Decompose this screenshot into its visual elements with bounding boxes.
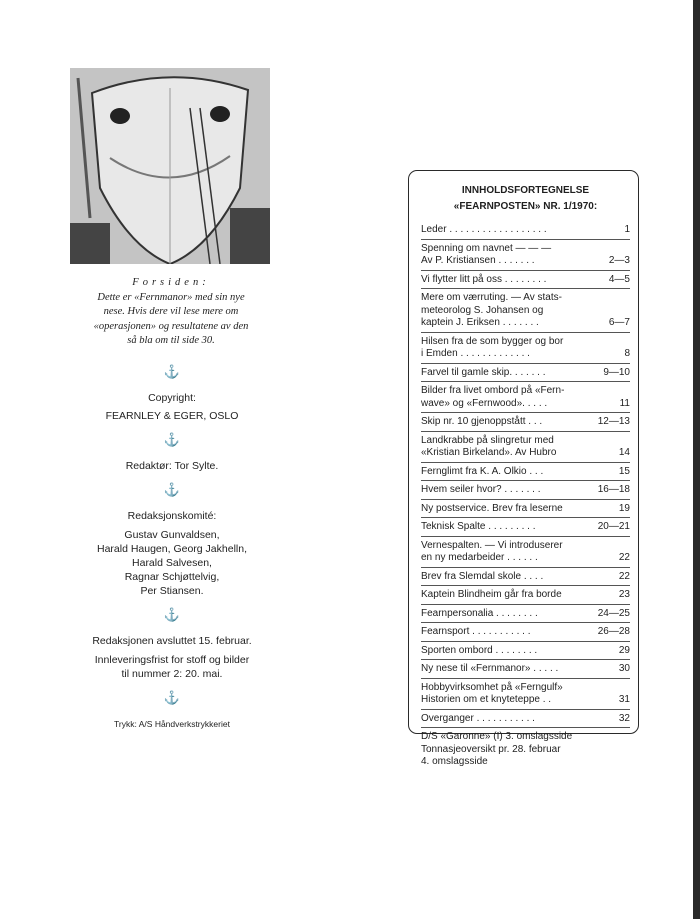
table-of-contents xyxy=(408,170,639,767)
toc-entry xyxy=(421,221,630,240)
toc-entry-page: 24—25 xyxy=(597,607,630,619)
toc-entry-title: Ny nese til «Fernmanor» . . . . . xyxy=(421,663,559,674)
caption-line: «operasjonen» og resultatene av den xyxy=(93,320,249,332)
toc-entry-title: D/S «Garonne» (I) 3. omslagsside Tonnasjeoversikt pr. 28. februar 4. omslagsside xyxy=(421,731,573,767)
toc-entry-page: 23 xyxy=(618,589,630,600)
cover-caption xyxy=(55,276,287,349)
toc-entry-title: Spenning om navnet — — — Av P. Kristiansen . . . . . . . xyxy=(421,242,552,266)
deadline-line: Innleveringsfrist for stoff og bilder xyxy=(94,654,250,666)
toc-entry-title: Teknisk Spalte . . . . . . . . . xyxy=(421,521,536,532)
toc-entry-title: Skip nr. 10 gjenoppstått . . . xyxy=(421,416,543,427)
toc-entry-page: 31 xyxy=(618,694,630,705)
toc-entry xyxy=(421,382,630,413)
toc-entry xyxy=(421,710,630,729)
masthead xyxy=(60,355,284,731)
committee-member: Harald Haugen, Georg Jakhelln, xyxy=(96,543,247,555)
committee-label: Redaksjonskomité: xyxy=(127,510,217,522)
anchor-icon: ⚓ xyxy=(163,690,181,705)
toc-entry-title: Brev fra Slemdal skole . . . . xyxy=(421,570,544,582)
toc-entry-page: 29 xyxy=(618,644,630,656)
committee-member: Ragnar Schjøttelvig, xyxy=(124,571,220,583)
anchor-icon: ⚓ xyxy=(163,482,181,497)
toc-entry xyxy=(421,481,630,500)
editor-line: Redaktør: Tor Sylte. xyxy=(125,460,219,472)
toc-entry-title: Kaptein Blindheim går fra borde xyxy=(421,589,562,600)
toc-entry xyxy=(421,623,630,642)
toc-entry xyxy=(421,271,630,290)
caption-line: nese. Hvis dere vil lese mere om xyxy=(103,306,239,317)
anchor-icon: ⚓ xyxy=(163,607,181,622)
toc-entry-page: 12—13 xyxy=(597,416,630,427)
toc-entry-title: Fernglimt fra K. A. Olkio . . . xyxy=(421,465,544,477)
toc-entry-page: 22 xyxy=(618,570,630,582)
printer-line: Trykk: A/S Håndverkstrykkeriet xyxy=(114,719,230,729)
toc-entry-page: 1 xyxy=(624,224,630,235)
cover-photo xyxy=(70,68,270,264)
toc-entry xyxy=(421,518,630,537)
toc-entry xyxy=(421,568,630,587)
toc-entry xyxy=(421,728,630,771)
caption-line: Dette er «Fernmanor» med sin nye xyxy=(97,291,245,303)
toc-list xyxy=(421,221,630,771)
toc-entry-title: Fearnsport . . . . . . . . . . . xyxy=(421,626,531,637)
committee-member: Gustav Gunvaldsen, xyxy=(124,529,220,541)
toc-entry-page: 26—28 xyxy=(597,626,630,637)
toc-entry-title: Fearnpersonalia . . . . . . . . xyxy=(421,607,538,619)
toc-entry-title: Mere om værruting. — Av stats- meteorolog S. Johansen og kaptein J. Eriksen . . . . . . . xyxy=(421,292,562,328)
toc-entry-title: Hvem seiler hvor? . . . . . . . xyxy=(421,484,541,495)
toc-entry-title: Bilder fra livet ombord på «Fern- wave» og «Fernwood». . . . . xyxy=(421,385,565,409)
toc-entry-page: 20—21 xyxy=(597,521,630,532)
toc-entry-page: 30 xyxy=(618,663,630,674)
toc-entry-page: 6—7 xyxy=(608,317,630,328)
deadline-line: til nummer 2: 20. mai. xyxy=(121,668,223,680)
caption-line: så bla om til side 30. xyxy=(127,335,215,346)
toc-entry-title: Farvel til gamle skip. . . . . . . xyxy=(421,366,546,378)
toc-entry-page: 4—5 xyxy=(608,273,630,285)
toc-entry-page: 22 xyxy=(618,552,630,563)
toc-entry xyxy=(421,333,630,364)
closed-note: Redaksjonen avsluttet 15. februar. xyxy=(92,635,252,647)
toc-entry xyxy=(421,679,630,710)
toc-title: INNHOLDSFORTEGNELSE xyxy=(461,185,590,196)
toc-entry-page: 32 xyxy=(618,712,630,724)
caption-heading: Forsiden: xyxy=(132,277,210,288)
toc-entry xyxy=(421,500,630,519)
toc-entry-page: 15 xyxy=(618,465,630,477)
toc-entry-title: Hilsen fra de som bygger og bor i Emden . . . . . . . . . . . . . xyxy=(421,335,564,359)
toc-entry xyxy=(421,240,630,271)
toc-entry-page: 2—3 xyxy=(608,255,630,266)
toc-entry xyxy=(421,432,630,463)
toc-entry-title: Sporten ombord . . . . . . . . xyxy=(421,644,538,656)
toc-entry-title: Ny postservice. Brev fra leserne xyxy=(421,502,563,514)
toc-entry-title: Hobbyvirksomhet på «Ferngulf» Historien om et knyteteppe . . xyxy=(421,681,563,705)
committee-member: Per Stiansen. xyxy=(140,585,204,597)
toc-entry-page: 9—10 xyxy=(603,366,630,378)
page-edge xyxy=(693,0,700,919)
toc-entry xyxy=(421,289,630,333)
toc-entry xyxy=(421,586,630,605)
toc-entry-page: 8 xyxy=(624,348,630,359)
toc-entry-page: 19 xyxy=(618,502,630,514)
anchor-icon: ⚓ xyxy=(163,364,181,379)
copyright-label: Copyright: xyxy=(148,392,196,404)
toc-entry xyxy=(421,660,630,679)
toc-entry xyxy=(421,463,630,482)
toc-entry-title: Overganger . . . . . . . . . . . xyxy=(421,712,535,724)
toc-entry xyxy=(421,364,630,383)
toc-entry-page: 14 xyxy=(618,447,630,458)
toc-entry-title: Landkrabbe på slingretur med «Kristian Birkeland». Av Hubro xyxy=(421,434,557,458)
toc-entry-title: Leder . . . . . . . . . . . . . . . . . . xyxy=(421,224,547,235)
committee-member: Harald Salvesen, xyxy=(132,557,212,569)
toc-entry-title: Vernespalten. — Vi introduserer en ny medarbeider . . . . . . xyxy=(421,539,563,563)
toc-entry-page: 16—18 xyxy=(597,484,630,495)
anchor-icon: ⚓ xyxy=(163,432,181,447)
toc-subtitle: «FEARNPOSTEN» NR. 1/1970: xyxy=(453,201,598,212)
copyright-holder: FEARNLEY & EGER, OSLO xyxy=(105,410,239,422)
toc-entry xyxy=(421,413,630,432)
toc-entry-title: Vi flytter litt på oss . . . . . . . . xyxy=(421,273,547,285)
toc-entry xyxy=(421,537,630,568)
toc-entry xyxy=(421,642,630,661)
toc-entry xyxy=(421,605,630,624)
toc-entry-page: 11 xyxy=(619,397,630,409)
